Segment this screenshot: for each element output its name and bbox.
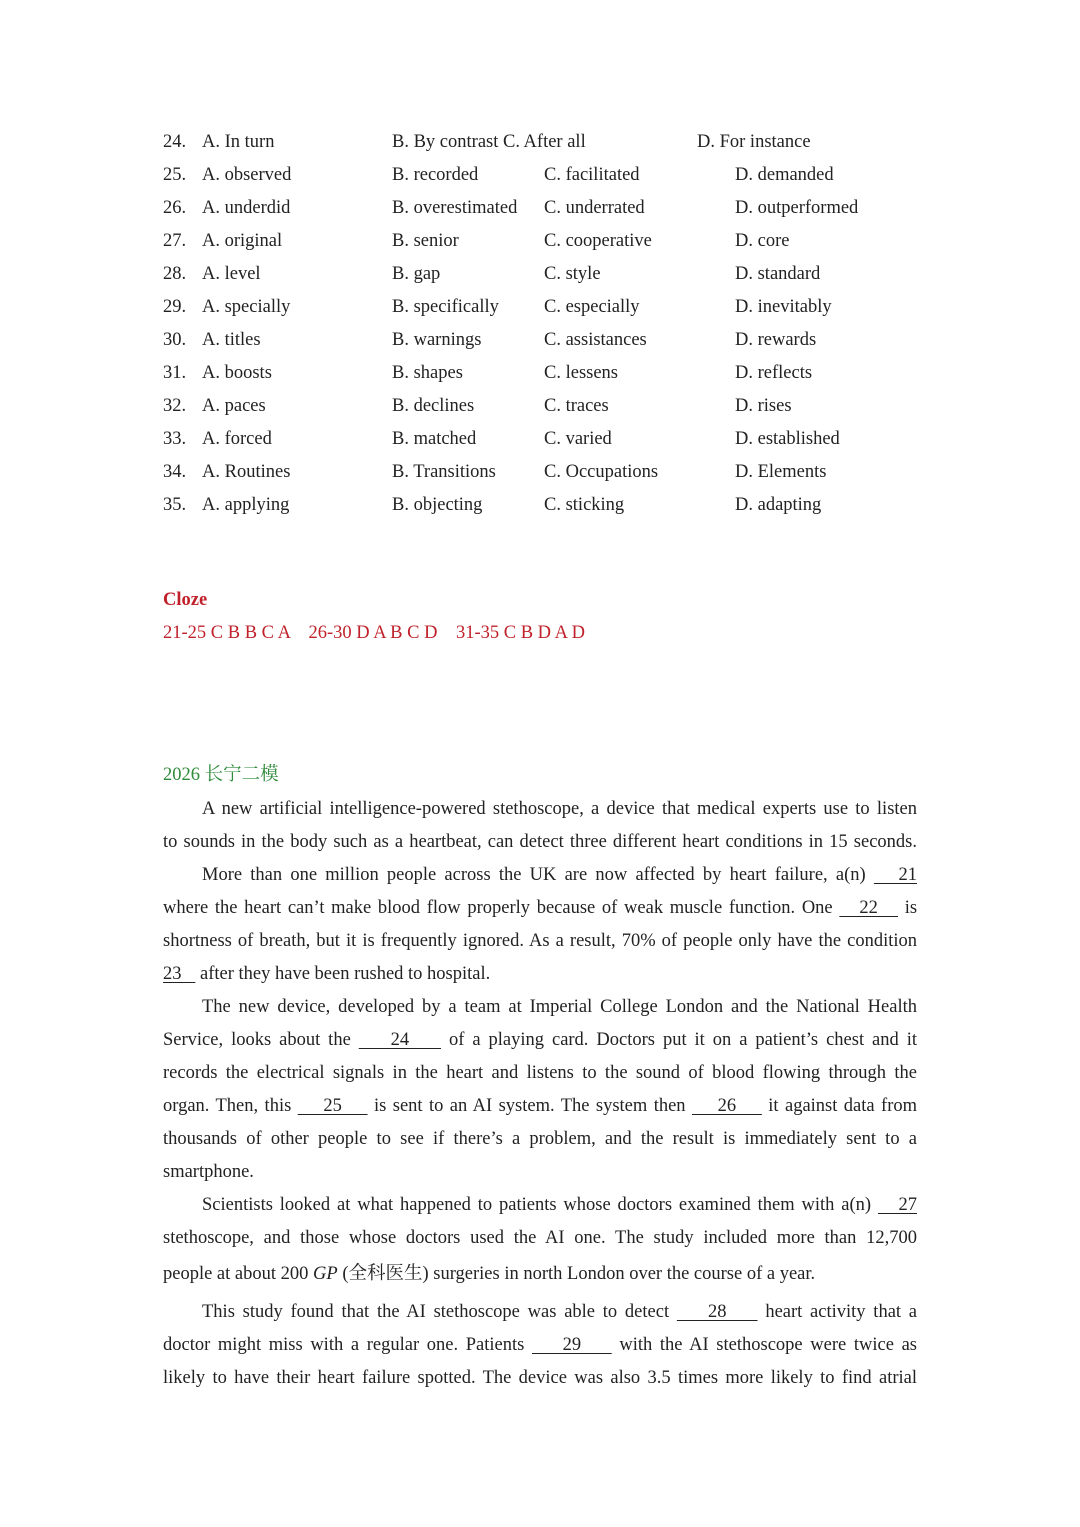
option-d: D. outperformed	[735, 198, 859, 218]
option-b: B. overestimated	[392, 198, 518, 218]
option-a: A. level	[202, 264, 261, 284]
question-number: 33.	[163, 429, 187, 449]
option-a: A. applying	[202, 495, 290, 515]
passage-line: where the heart can’t make blood flow properly because of weak muscle function. One 22 is	[163, 898, 918, 918]
passage-line: doctor might miss with a regular one. Patients 29 with the AI stethoscope were twice as	[163, 1335, 917, 1355]
option-a: A. paces	[202, 396, 266, 416]
passage-line: people at about 200 GP (全科医生) surgeries in north London over the course of a year.	[163, 1264, 816, 1284]
option-a: A. original	[202, 231, 283, 251]
option-a: A. boosts	[202, 363, 272, 383]
option-b: B. shapes	[392, 363, 463, 383]
passage-line: organ. Then, this 25 is sent to an AI system. The system then 26 it against data from	[163, 1096, 917, 1116]
passage-line: likely to have their heart failure spotted. The device was also 3.5 times more likely to find atrial	[163, 1368, 917, 1388]
passage-line: Scientists looked at what happened to patients whose doctors examined them with a(n) 27	[202, 1195, 918, 1215]
option-d: D. rises	[735, 396, 792, 416]
option-d: D. inevitably	[735, 297, 832, 317]
blank-29: 29	[531, 1335, 612, 1355]
option-c: C. assistances	[544, 330, 647, 350]
answer-key-line: 21-25 C B B C A 26-30 D A B C D 31-35 C B D A D	[163, 623, 585, 643]
question-number: 27.	[163, 231, 187, 251]
option-d: D. core	[735, 231, 790, 251]
option-b: B. Transitions	[392, 462, 496, 482]
question-number: 31.	[163, 363, 187, 383]
passage-line: This study found that the AI stethoscope was able to detect 28 heart activity that a	[202, 1302, 918, 1322]
option-c: C. Occupations	[544, 462, 659, 482]
blank-25: 25	[297, 1096, 368, 1116]
option-b: B. recorded	[392, 165, 479, 185]
passage-line: A new artificial intelligence-powered stethoscope, a device that medical experts use to listen	[202, 799, 917, 819]
option-d: D. For instance	[697, 132, 811, 152]
gp-term: GP	[313, 1264, 338, 1284]
option-b: B. matched	[392, 429, 477, 449]
option-b: B. objecting	[392, 495, 483, 515]
blank-23: 23	[163, 964, 196, 984]
option-d: D. rewards	[735, 330, 817, 350]
option-c: C. style	[544, 264, 601, 284]
option-a: A. Routines	[202, 462, 291, 482]
section-source-title: 2026 长宁二模	[163, 765, 279, 785]
question-number: 35.	[163, 495, 187, 515]
option-d: D. demanded	[735, 165, 834, 185]
option-c: C. varied	[544, 429, 612, 449]
option-d: D. established	[735, 429, 840, 449]
option-c: C. facilitated	[544, 165, 640, 185]
answer-key-title: Cloze	[163, 590, 208, 610]
option-b: B. senior	[392, 231, 459, 251]
blank-21: 21	[873, 865, 918, 885]
option-b: B. warnings	[392, 330, 482, 350]
passage-line: smartphone.	[163, 1162, 254, 1182]
question-number: 26.	[163, 198, 187, 218]
option-a: A. specially	[202, 297, 291, 317]
passage-line: 23 after they have been rushed to hospital.	[163, 964, 491, 984]
option-d: D. reflects	[735, 363, 813, 383]
question-number: 32.	[163, 396, 187, 416]
blank-28: 28	[676, 1302, 758, 1322]
option-b: B. By contrast C. After all	[392, 132, 586, 152]
option-c: C. especially	[544, 297, 640, 317]
option-d: D. adapting	[735, 495, 822, 515]
blank-22: 22	[839, 898, 898, 918]
question-number: 30.	[163, 330, 187, 350]
blank-24: 24	[358, 1030, 441, 1050]
passage-line: More than one million people across the UK are now affected by heart failure, a(n) 21	[202, 865, 918, 885]
blank-27: 27	[877, 1195, 918, 1215]
passage-line: The new device, developed by a team at Imperial College London and the National Health	[202, 997, 917, 1017]
option-c: C. sticking	[544, 495, 625, 515]
question-number: 24.	[163, 132, 187, 152]
option-a: A. observed	[202, 165, 292, 185]
option-b: B. declines	[392, 396, 475, 416]
option-c: C. underrated	[544, 198, 645, 218]
option-d: D. Elements	[735, 462, 827, 482]
option-c: C. traces	[544, 396, 609, 416]
passage-line: Service, looks about the 24 of a playing card. Doctors put it on a patient’s chest and it	[163, 1030, 918, 1050]
passage-line: stethoscope, and those whose doctors used the AI one. The study included more than 12,700	[163, 1228, 917, 1248]
option-a: A. underdid	[202, 198, 291, 218]
passage-line: records the electrical signals in the heart and listens to the sound of blood flowing through the	[163, 1063, 917, 1083]
passage-line: shortness of breath, but it is frequently ignored. As a result, 70% of people only have the condition	[163, 931, 917, 951]
passage-line: to sounds in the body such as a heartbeat, can detect three different heart conditions in 15 seconds.	[163, 832, 917, 852]
option-a: A. In turn	[202, 132, 275, 152]
question-number: 25.	[163, 165, 187, 185]
question-number: 34.	[163, 462, 187, 482]
option-b: B. specifically	[392, 297, 499, 317]
blank-26: 26	[691, 1096, 762, 1116]
option-a: A. forced	[202, 429, 272, 449]
option-a: A. titles	[202, 330, 261, 350]
option-c: C. cooperative	[544, 231, 652, 251]
question-number: 28.	[163, 264, 187, 284]
option-c: C. lessens	[544, 363, 618, 383]
option-b: B. gap	[392, 264, 441, 284]
question-number: 29.	[163, 297, 187, 317]
passage-line: thousands of other people to see if there’s a problem, and the result is immediately sent to a	[163, 1129, 917, 1149]
option-d: D. standard	[735, 264, 821, 284]
